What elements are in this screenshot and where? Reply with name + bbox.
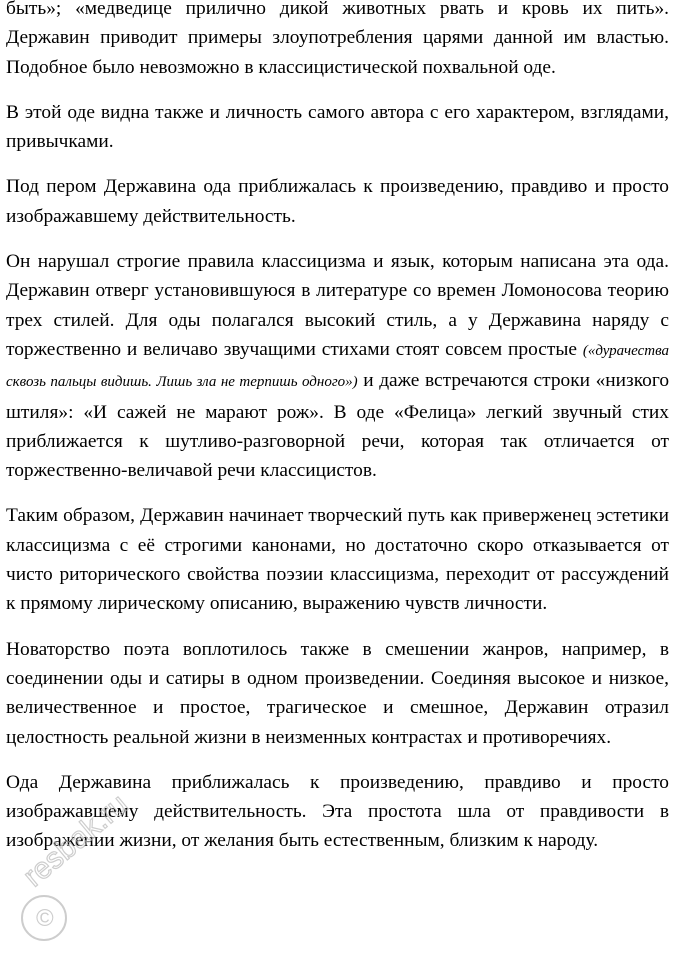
paragraph-4: [6, 247, 669, 485]
paragraph-1: быть»; «медведице прилично дикой животных рвать и кровь их пить». Державин приводит примеры злоупотребления царями данной им властью. Подобное было невозможно в классицистической похвальной оде.: [6, 0, 669, 78]
svg-text:©: ©: [36, 905, 54, 932]
paragraph-4-italic-quote: («дурачества сквозь пальцы видишь. Лишь зла не терпишь одного»): [6, 342, 669, 391]
paragraph-5: Таким образом, Державин начинает творческий путь как приверженец эстетики классицизма с её строгими канонами, но достаточно скоро отказывается от чисто риторического свойства поэзии классицизма, переходит от рассуждений к прямому лирическому описанию, выражению чувств личности.: [6, 505, 669, 615]
paragraph-3: Под пером Державина ода приближалась к произведению, правдиво и просто изображавшему действительность.: [6, 176, 669, 227]
paragraph-4-text-end: и даже встречаются строки «низкого штиля»: «И сажей не марают рож». В оде «Фелица» легкий звучный стих приближается к шутливо-разговорной речи, которая так отличается от торжественно-величавой речи классицистов.: [6, 370, 670, 482]
paragraph-6: Новаторство поэта воплотилось также в смешении жанров, например, в соединении оды и сатиры в одном произведении. Соединяя высокое и низкое, величественное и простое, трагическое и смешное, Державин отразил целостность реальной жизни в неизменных контрастах и противоречиях.: [6, 638, 669, 748]
watermark-text: resbak.ru: [17, 787, 135, 894]
paragraph-4-text-start: Он нарушал строгие правила классицизма и язык, которым написана эта ода. Державин отверг установившуюся в литературе со времен Ломоносова теорию трех стилей. Для оды полагался высокий стиль, а у Державина наряду с торжественно и величаво звучащими стихами стоят совсем простые: [6, 251, 669, 360]
paragraph-7: Ода Державина приближалась к произведению, правдиво и просто изображавшему действительность. Эта простота шла от правдивости в изображении жизни, от желания быть естественным, близким к народу.: [6, 771, 669, 852]
paragraph-2: В этой оде видна также и личность самого автора с его характером, взглядами, привычками.: [6, 101, 669, 153]
